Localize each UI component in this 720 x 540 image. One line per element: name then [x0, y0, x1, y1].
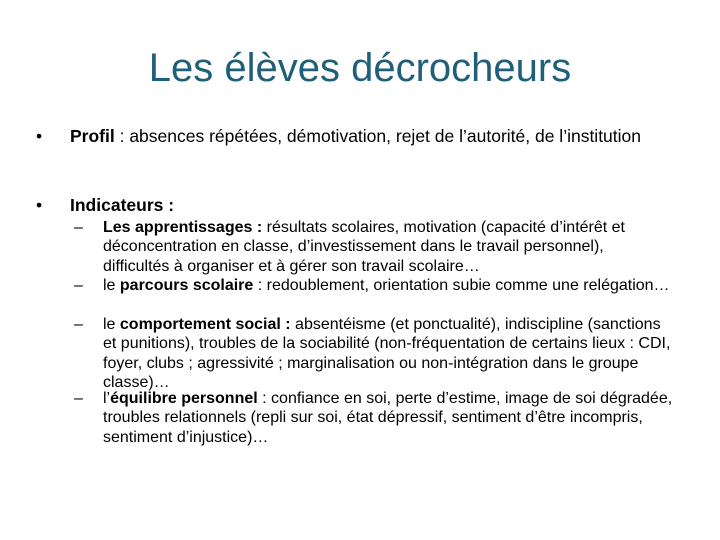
sub-item-content: [103, 389, 674, 447]
sub-item-content: [103, 218, 674, 276]
sub-item-equilibre: [74, 389, 674, 447]
sub-item-parcours: [74, 276, 674, 295]
profil-text: : absences répétées, démotivation, rejet de l’autorité, de l’institution: [114, 126, 642, 146]
bullet-profil-content: [70, 127, 686, 146]
dash-icon: –: [74, 316, 83, 333]
sub-item-bold: Les apprentissages :: [103, 219, 263, 236]
slide-title: Les élèves décrocheurs: [148, 46, 572, 90]
dash-icon: –: [74, 390, 83, 407]
sub-item-bold: comportement social :: [119, 316, 291, 333]
dash-icon: –: [74, 277, 83, 294]
bullet-icon: •: [36, 126, 43, 146]
profil-label: Profil: [70, 126, 115, 146]
indicateurs-label: Indicateurs :: [70, 195, 175, 215]
sub-item-content: [103, 315, 674, 393]
sub-item-text: absentéisme (et ponctualité), indiscipline (sanctions et punitions), troubles de la sociabilité (non-fréquentation de certains lieux : CDI, foyer, clubs ; agressivité ; marginalisation ou non-intégration dans le groupe classe)…: [103, 316, 671, 392]
sub-item-bold: équilibre personnel: [110, 390, 258, 407]
sub-item-text: : confiance en soi, perte d’estime, image de soi dégradée, troubles relationnels (repli sur soi, état dépressif, sentiment d’être incompris, sentiment d’injustice)…: [103, 390, 673, 446]
sub-item-prefix: le: [103, 277, 120, 294]
dash-icon: –: [74, 219, 83, 236]
bullet-profil: [36, 127, 686, 146]
bullet-indicateurs-content: [70, 196, 686, 215]
bullet-icon: •: [36, 195, 43, 215]
sub-item-bold: parcours scolaire: [119, 277, 254, 294]
sub-item-content: [103, 276, 674, 295]
bullet-indicateurs: [36, 196, 686, 215]
sub-item-prefix: le: [103, 316, 120, 333]
sub-item-prefix: l’: [103, 390, 111, 407]
sub-item-comportement: [74, 315, 674, 393]
sub-item-text: résultats scolaires, motivation (capacité d’intérêt et déconcentration en classe, d’investissement dans le travail personnel), difficultés à organiser et à gérer son travail scolaire…: [103, 219, 625, 275]
sub-item-apprentissages: [74, 218, 674, 276]
sub-item-text: : redoublement, orientation subie comme une relégation…: [253, 277, 670, 294]
